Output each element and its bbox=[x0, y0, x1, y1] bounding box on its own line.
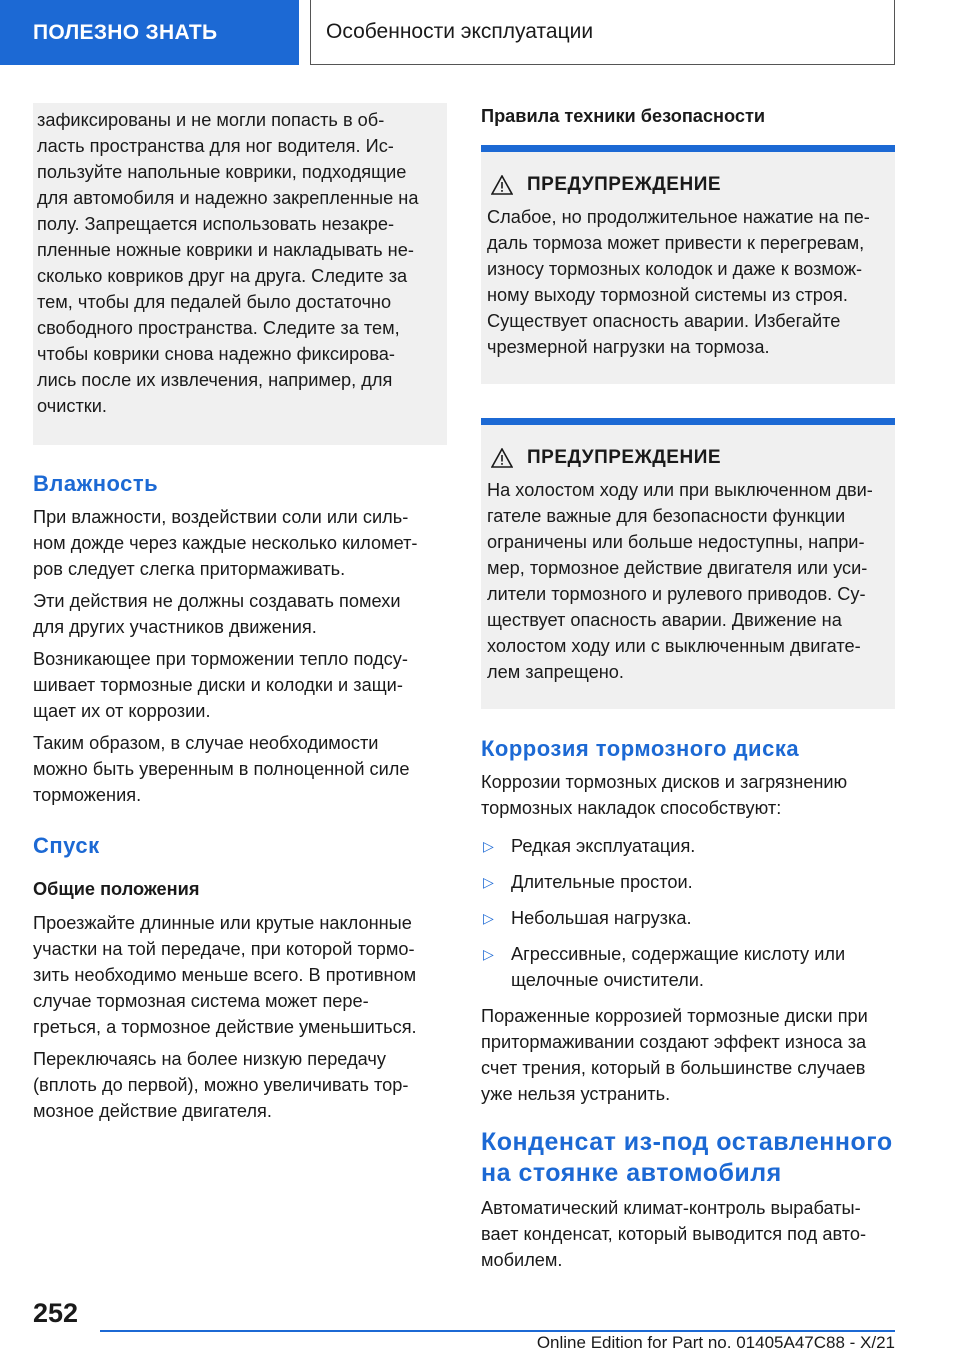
warning-label: ПРЕДУПРЕЖДЕНИЕ bbox=[527, 174, 722, 195]
page-number: 252 bbox=[33, 1298, 79, 1328]
warning-label: ПРЕДУПРЕЖДЕНИЕ bbox=[527, 447, 722, 468]
list-item bbox=[481, 905, 895, 931]
paragraph: Проезжайте длинные или крутые наклонные участки на той передаче, при которой тормо- зить необходимо меньше всего. В противном случае тормозная система может пере- греться, а тормозное действие уменьшиться. bbox=[33, 913, 417, 1037]
warning-text: Слабое, но продолжительное нажатие на пе- даль тормоза может привести к перегревам, износу тормозных колодок и даже к возмож- ному выходу тормозной системы из строя. Существует опасность аварии. Избегайте чрезмерной нагрузки на тормоза. bbox=[487, 207, 870, 357]
edition-text: Online Edition for Part no. 01405A47C88 - X/21 bbox=[536, 1333, 895, 1352]
triangle-bullet-icon: ▷ bbox=[483, 910, 494, 926]
chapter-title: Особенности эксплуатации bbox=[310, 0, 895, 65]
triangle-bullet-icon: ▷ bbox=[483, 874, 494, 890]
warning-icon bbox=[491, 448, 513, 468]
triangle-bullet-icon: ▷ bbox=[483, 838, 494, 854]
heading-moisture: Влажность bbox=[33, 471, 159, 496]
paragraph: Коррозии тормозных дисков и загрязнению тормозных накладок способствуют: bbox=[481, 772, 848, 818]
heading-descent: Спуск bbox=[33, 833, 100, 858]
warning-text: На холостом ходу или при выключенном дви- гателе важные для безопасности функции ограничены или больше недоступны, напри- мер, тормозное действие двигателя или уси- лители тормозного и рулевого приводов. Су- ществует опасность аварии. Движение на холостом ходу или с выключенным двигате- лем запрещено. bbox=[487, 480, 873, 682]
paragraph: Возникающее при торможении тепло подсу- шивает тормозные диски и колодки и защи- щает их от коррозии. bbox=[33, 649, 408, 721]
list-item-text: Редкая эксплуатация. bbox=[511, 836, 696, 856]
heading-safety-rules: Правила техники безопасности bbox=[481, 106, 766, 126]
paragraph: Таким образом, в случае необходимости можно быть уверенным в полноценной силе торможения. bbox=[33, 733, 410, 805]
paragraph: Эти действия не должны создавать помехи для других участников движения. bbox=[33, 591, 401, 637]
triangle-bullet-icon: ▷ bbox=[483, 946, 494, 962]
section-tab: ПОЛЕЗНО ЗНАТЬ bbox=[0, 0, 299, 65]
warning-box bbox=[481, 418, 895, 709]
list-item-text: Небольшая нагрузка. bbox=[511, 908, 692, 928]
warning-icon bbox=[491, 175, 513, 195]
warning-title bbox=[487, 445, 889, 471]
paragraph: Пораженные коррозией тормозные диски при притормаживании создают эффект износа за счет трения, который в большинстве случаев уже нельзя устранить. bbox=[481, 1006, 868, 1104]
subheading-general: Общие положения bbox=[33, 879, 200, 899]
warning-title bbox=[487, 172, 889, 198]
list-item bbox=[481, 869, 895, 895]
paragraph: Автоматический климат-контроль вырабаты- вает конденсат, который выводится под авто- мобилем. bbox=[481, 1198, 867, 1270]
left-column bbox=[33, 103, 447, 1130]
paragraph: Переключаясь на более низкую передачу (вплоть до первой), можно увеличивать тор- мозное действие двигателя. bbox=[33, 1049, 409, 1121]
right-column bbox=[481, 103, 895, 1279]
list-item-text: Агрессивные, содержащие кислоту или щелочные очистители. bbox=[511, 944, 846, 990]
list-item bbox=[481, 941, 895, 993]
continued-note-box bbox=[33, 103, 447, 445]
list-item bbox=[481, 833, 895, 859]
list-item-text: Длительные простои. bbox=[511, 872, 693, 892]
heading-brake-corrosion: Коррозия тормозного диска bbox=[481, 736, 800, 761]
heading-condensate: Конденсат из-под оставленного на стоянке автомобиля bbox=[481, 1128, 893, 1187]
cause-list bbox=[481, 833, 895, 993]
footer-divider bbox=[100, 1330, 895, 1332]
paragraph: При влажности, воздействии соли или силь- ном дожде через каждые несколько километ- ров следует слегка притормаживать. bbox=[33, 507, 418, 579]
warning-box bbox=[481, 145, 895, 384]
note-text: зафиксированы и не могли попасть в об- ласть пространства для ног водителя. Ис- пользуйте напольные коврики, подходящие для автомобиля и надежно закрепленные на полу. Запрещается использовать незакре- пленные ножные коврики и накладывать не- сколько ковриков друг на друга. Следите за тем, чтобы для педалей было достаточно свободного пространства. Следите за тем, чтобы коврики снова надежно фиксирова- лись после их извлечения, например, для очистки. bbox=[37, 110, 419, 416]
